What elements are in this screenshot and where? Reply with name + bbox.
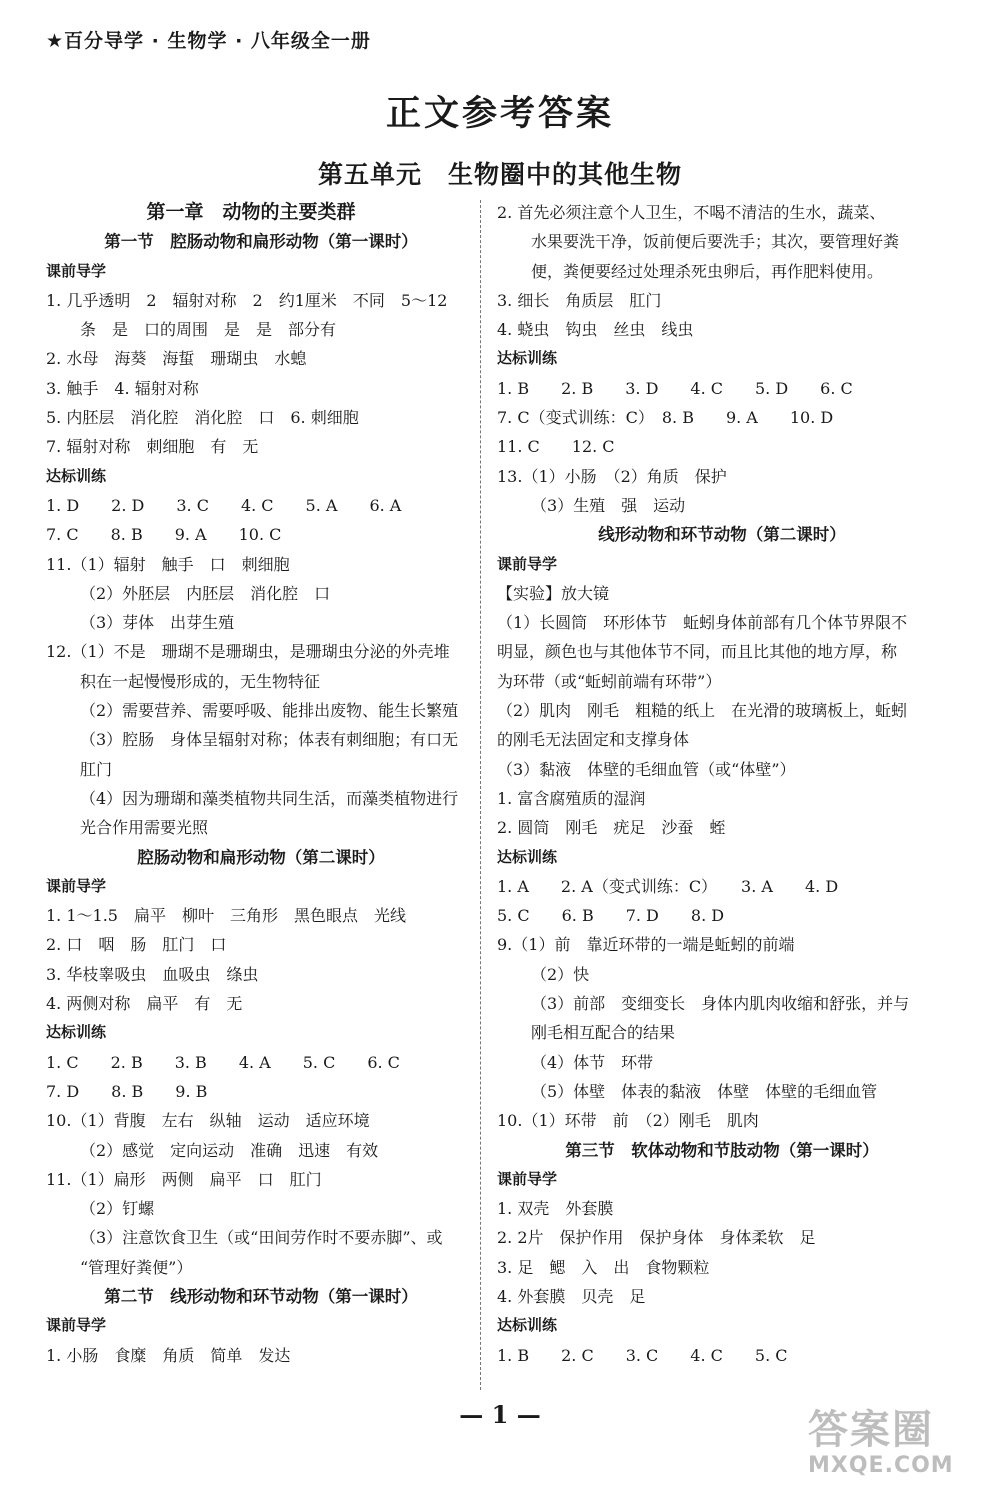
section-heading: 第二节 线形动物和环节动物（第一课时） [104, 1286, 418, 1306]
answer-line: 7. 辐射对称 刺细胞 有 无 [46, 437, 259, 457]
answer-line: （2）快 [531, 964, 590, 984]
answer-line: 5. 内胚层 消化腔 消化腔 口 6. 刺细胞 [46, 408, 359, 428]
answer-line: 1. A 2. A（变式训练：C） 3. A 4. D [497, 876, 839, 896]
answer-line: （3）腔肠 身体呈辐射对称；体表有刺细胞；有口无 [80, 730, 459, 750]
answer-line: 【实验】放大镜 [497, 583, 610, 603]
answer-line: 1. 双壳 外套膜 [497, 1199, 614, 1219]
answer-line: 12.（1）不是 珊瑚不是珊瑚虫，是珊瑚虫分泌的外壳堆 [46, 642, 450, 662]
answer-line: 明显，颜色也与其他体节不同，而且比其他的地方厚，称 [497, 642, 898, 662]
page-title: 正文参考答案 [385, 94, 614, 134]
answer-line: （4）体节 环带 [531, 1052, 654, 1072]
subsection-label: 达标训练 [46, 466, 107, 485]
answer-line: 5. C 6. B 7. D 8. D [497, 906, 725, 926]
answer-line: 2. 首先必须注意个人卫生，不喝不清洁的生水，蔬菜、 [497, 203, 886, 222]
answer-line: （1）长圆筒 环形体节 蚯蚓身体前部有几个体节界限不 [497, 613, 908, 633]
answer-line: 4. 蛲虫 钩虫 丝虫 线虫 [497, 320, 694, 340]
answer-line: 便，粪便要经过处理杀死虫卵后，再作肥料使用。 [531, 261, 884, 281]
answer-line: （4）因为珊瑚和藻类植物共同生活，而藻类植物进行 [80, 788, 459, 808]
answer-line: 7. C 8. B 9. A 10. C [46, 525, 282, 545]
answer-line: （3）芽体 出芽生殖 [80, 613, 235, 633]
answer-line: 光合作用需要光照 [80, 818, 209, 838]
answer-line: （2）外胚层 内胚层 消化腔 口 [80, 583, 331, 603]
answer-line: 4. 外套膜 贝壳 足 [497, 1286, 646, 1306]
answer-line: 2. 2片 保护作用 保护身体 身体柔软 足 [497, 1228, 816, 1248]
section-heading: 腔肠动物和扁形动物（第二课时） [137, 847, 385, 867]
answer-line: 1. B 2. B 3. D 4. C 5. D 6. C [497, 378, 853, 398]
answer-line: （3）注意饮食卫生（或“田间劳作时不要赤脚”、或 [80, 1228, 443, 1248]
section-heading: 第一节 腔肠动物和扁形动物（第一课时） [104, 232, 418, 252]
answer-line: （3）生殖 强 运动 [531, 495, 686, 515]
answer-line: （2）肌肉 刚毛 粗糙的纸上 在光滑的玻璃板上，蚯蚓 [497, 701, 908, 721]
answer-line: 1. 1～1.5 扁平 柳叶 三角形 黑色眼点 光线 [46, 906, 406, 926]
section-heading: 线形动物和环节动物（第二课时） [598, 525, 846, 545]
watermark-text: 答案圈 [808, 1407, 934, 1453]
answer-line: 2. 圆筒 刚毛 疣足 沙蚕 蛭 [497, 818, 726, 838]
answer-line: 肛门 [80, 759, 113, 779]
subsection-label: 达标训练 [497, 349, 558, 368]
subsection-label: 达标训练 [497, 1316, 558, 1335]
answer-line: 1. 富含腐殖质的湿润 [497, 788, 646, 808]
answer-line: 积在一起慢慢形成的，无生物特征 [80, 671, 321, 691]
answer-line: 3. 华枝睾吸虫 血吸虫 绦虫 [46, 964, 259, 984]
subsection-label: 课前导学 [46, 1316, 107, 1335]
answer-line: 条 是 口的周围 是 是 部分有 [80, 320, 337, 340]
page-number: — 1 — [459, 1400, 541, 1429]
answer-line: （5）体壁 体表的黏液 体壁 体壁的毛细血管 [531, 1081, 878, 1101]
subsection-label: 课前导学 [497, 1169, 558, 1188]
answer-line: “管理好粪便”） [80, 1257, 193, 1277]
watermark-url: MXQE.COM [808, 1453, 954, 1478]
answer-line: 1. 几乎透明 2 辐射对称 2 约1厘米 不同 5～12 [46, 290, 448, 310]
answer-line: （2）钉螺 [80, 1199, 155, 1219]
answer-line: 11.（1）辐射 触手 口 刺细胞 [46, 554, 290, 574]
column-divider [480, 200, 481, 1390]
answer-line: 2. 水母 海葵 海蜇 珊瑚虫 水螅 [46, 349, 307, 369]
answer-line: 水果要洗干净，饭前便后要洗手；其次，要管理好粪 [531, 232, 900, 252]
section-heading: 第三节 软体动物和节肢动物（第一课时） [565, 1140, 879, 1160]
subsection-label: 课前导学 [46, 261, 107, 280]
answer-line: 11.（1）扁形 两侧 扁平 口 肛门 [46, 1169, 322, 1189]
answer-line: 3. 细长 角质层 肛门 [497, 290, 662, 310]
answer-line: 9.（1）前 靠近环带的一端是蚯蚓的前端 [497, 935, 795, 955]
answer-line: （3）前部 变细变长 身体内肌肉收缩和舒张，并与 [531, 994, 910, 1014]
answer-line: 的刚毛无法固定和支撑身体 [497, 730, 690, 750]
answer-line: （2）感觉 定向运动 准确 迅速 有效 [80, 1140, 379, 1160]
subsection-label: 达标训练 [497, 847, 558, 866]
answer-line: 1. D 2. D 3. C 4. C 5. A 6. A [46, 495, 402, 515]
chapter-heading: 第一章 动物的主要类群 [146, 201, 356, 223]
answer-line: （3）黏液 体壁的毛细血管（或“体壁”） [497, 759, 796, 779]
unit-heading: 第五单元 生物圈中的其他生物 [317, 160, 682, 189]
right-column [497, 198, 947, 1370]
answer-line: 3. 触手 4. 辐射对称 [46, 378, 199, 398]
answer-line: 3. 足 鳃 入 出 食物颗粒 [497, 1257, 710, 1277]
answer-line: 2. 口 咽 肠 肛门 口 [46, 935, 227, 955]
answer-line: 10.（1）环带 前 （2）刚毛 肌肉 [497, 1111, 759, 1131]
answer-line: 为环带（或“蚯蚓前端有环带”） [497, 671, 722, 691]
answer-line: 13.（1）小肠 （2）角质 保护 [497, 466, 727, 486]
book-header: ★百分导学 · 生物学 · 八年级全一册 [46, 30, 371, 52]
subsection-label: 课前导学 [497, 554, 558, 573]
answer-line: 10.（1）背腹 左右 纵轴 运动 适应环境 [46, 1111, 370, 1131]
answer-line: 11. C 12. C [497, 437, 615, 457]
watermark-logo [808, 1408, 998, 1488]
answer-line: 7. D 8. B 9. B [46, 1081, 208, 1101]
answer-line: （2）需要营养、需要呼吸、能排出废物、能生长繁殖 [80, 701, 459, 721]
left-column [46, 198, 476, 1370]
subsection-label: 课前导学 [46, 876, 107, 895]
subsection-label: 达标训练 [46, 1023, 107, 1042]
answer-line: 1. 小肠 食糜 角质 简单 发达 [46, 1345, 291, 1365]
answer-line: 7. C（变式训练：C） 8. B 9. A 10. D [497, 408, 834, 428]
answer-line: 1. C 2. B 3. B 4. A 5. C 6. C [46, 1052, 400, 1072]
answer-line: 1. B 2. C 3. C 4. C 5. C [497, 1345, 788, 1365]
answer-line: 4. 两侧对称 扁平 有 无 [46, 994, 243, 1014]
answer-line: 刚毛相互配合的结果 [531, 1023, 676, 1043]
